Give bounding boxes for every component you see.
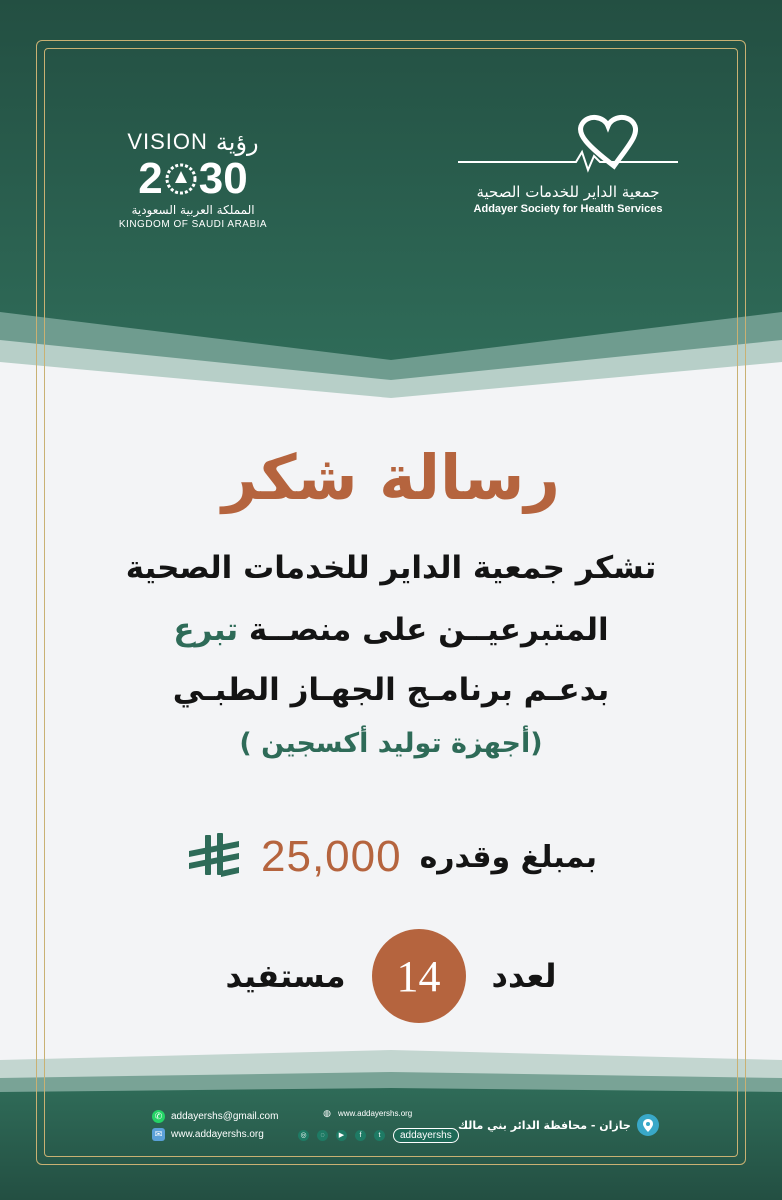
youtube-icon[interactable]: ▶ <box>336 1130 347 1141</box>
heart-pulse-icon <box>458 112 678 180</box>
vision-year-right: 30 <box>198 154 248 203</box>
website-text[interactable]: www.addayershs.org <box>171 1129 264 1140</box>
footer <box>0 1092 782 1200</box>
vision-country-ar: المملكة العربية السعودية <box>131 203 255 217</box>
instagram-icon[interactable]: ◎ <box>298 1130 309 1141</box>
footer-website-small[interactable] <box>322 1108 412 1118</box>
vision-ar: رؤية <box>215 128 259 156</box>
beneficiaries-count-badge <box>372 929 466 1023</box>
message-line-3: بدعـم برنامـج الجهـاز الطبـي <box>172 672 610 708</box>
society-name-en: Addayer Society for Health Services <box>473 203 663 215</box>
footer-email[interactable] <box>152 1110 278 1123</box>
society-name-ar: جمعية الداير للخدمات الصحية <box>476 183 660 201</box>
whatsapp-icon: ✆ <box>152 1110 165 1123</box>
amount-label: بمبلغ وقدره <box>419 839 597 875</box>
vision-year-left: 2 <box>138 154 163 203</box>
amount-value: 25,000 <box>261 832 402 881</box>
vision-2030-logo <box>108 128 278 243</box>
footer-location <box>458 1114 659 1136</box>
website-small-text[interactable]: www.addayershs.org <box>338 1108 413 1118</box>
count-label-after: مستفيد <box>225 957 346 995</box>
email-text[interactable]: addayershs@gmail.com <box>171 1111 279 1122</box>
vision-year <box>108 156 278 202</box>
footer-social <box>298 1128 459 1143</box>
platform-name: تبرع <box>173 612 239 648</box>
mail-icon: ✉ <box>152 1128 165 1141</box>
amount-row <box>0 822 782 892</box>
page-title: رسالة شكر <box>221 441 560 514</box>
saudi-emblem-icon <box>165 163 197 195</box>
beneficiaries-row <box>0 928 782 1024</box>
beneficiaries-count: 14 <box>396 951 441 1001</box>
location-pin-icon <box>637 1114 659 1136</box>
saudi-riyal-icon <box>185 831 243 883</box>
footer-website[interactable] <box>152 1128 264 1141</box>
vision-wordmark <box>108 128 278 156</box>
social-handle[interactable]: addayershs <box>393 1128 459 1143</box>
count-label-before: لعدد <box>491 957 557 995</box>
addayer-society-logo <box>458 112 678 227</box>
vision-en: VISION <box>127 129 208 154</box>
twitter-icon[interactable]: t <box>374 1130 385 1141</box>
location-text: جازان - محافظة الدائر بني مالك <box>458 1118 631 1132</box>
globe-icon: ◍ <box>323 1107 331 1118</box>
snapchat-icon[interactable]: ◌ <box>317 1130 328 1141</box>
vision-country-en: KINGDOM OF SAUDI ARABIA <box>118 219 268 230</box>
message-line-2-prefix: المتبرعيــن على منصــة <box>238 612 609 648</box>
message-line-1: تشكر جمعية الداير للخدمات الصحية <box>125 550 657 586</box>
message-line-4: (أجهزة توليد أكسجين ) <box>239 728 543 759</box>
facebook-icon[interactable]: f <box>355 1130 366 1141</box>
message-line-2 <box>0 612 782 648</box>
